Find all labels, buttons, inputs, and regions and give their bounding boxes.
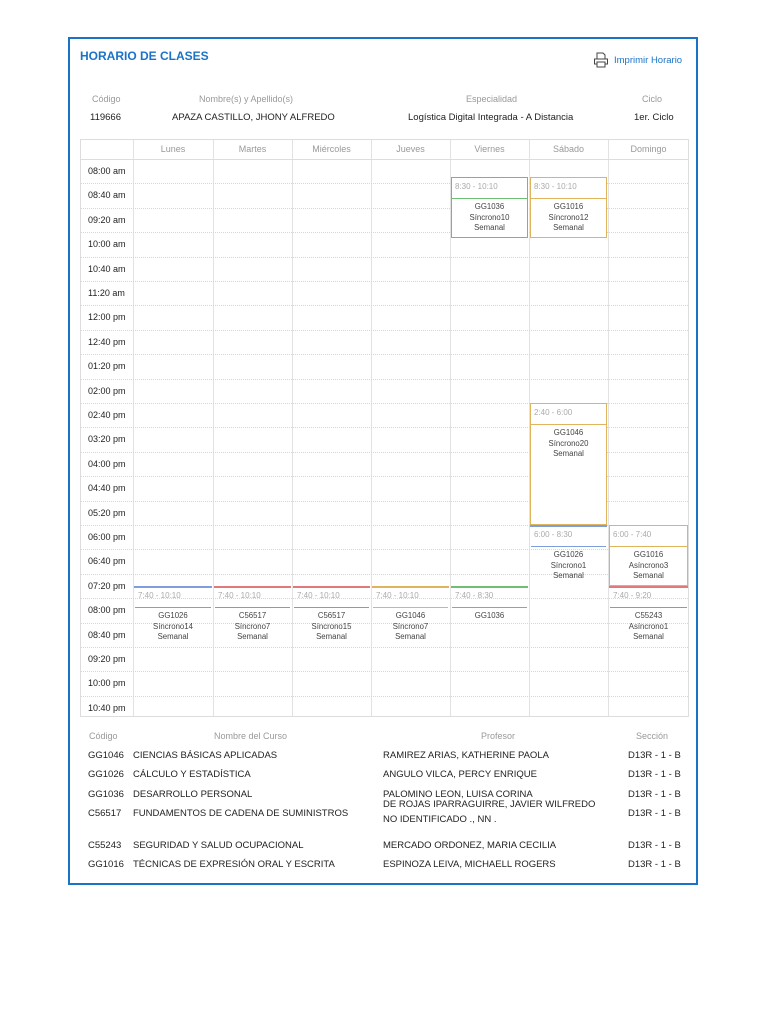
- course-name: SEGURIDAD Y SALUD OCUPACIONAL: [133, 840, 304, 851]
- course-professor: MERCADO ORDONEZ, MARIA CECILIA: [383, 840, 557, 851]
- time-label: 01:20 pm: [88, 361, 126, 372]
- course-name: CÁLCULO Y ESTADÍSTICA: [133, 769, 251, 780]
- class-block[interactable]: [372, 586, 449, 641]
- course-name: TÉCNICAS DE EXPRESIÓN ORAL Y ESCRITA: [133, 859, 335, 870]
- class-block-details: [531, 428, 606, 460]
- class-block-divider: [294, 607, 369, 608]
- class-block-details: [215, 611, 290, 643]
- class-block-details: [610, 550, 687, 582]
- printer-icon: [593, 52, 609, 68]
- class-block-code: C55243: [634, 611, 663, 620]
- class-block-freq: Semanal: [157, 632, 189, 641]
- course-section: D13R - 1 - B: [628, 769, 681, 780]
- time-label: 03:20 pm: [88, 434, 126, 445]
- class-block-freq: Semanal: [316, 632, 347, 641]
- class-block-details: [452, 611, 527, 622]
- class-block-details: [373, 611, 448, 643]
- course-section: D13R - 1 - B: [628, 789, 681, 800]
- class-block-code: GG1036: [474, 611, 505, 620]
- name-label: Nombre(s) y Apellido(s): [199, 94, 294, 104]
- cycle-label: Ciclo: [642, 94, 663, 104]
- day-header-3: Jueves: [396, 144, 425, 154]
- class-block-code: GG1046: [553, 428, 584, 437]
- class-block-details: [135, 611, 211, 643]
- time-label: 02:00 pm: [88, 385, 126, 396]
- class-block-code: GG1026: [553, 550, 584, 559]
- class-block-mode: Síncrono10: [469, 212, 510, 222]
- class-block-freq: Semanal: [395, 632, 426, 641]
- time-label: 05:20 pm: [88, 507, 126, 518]
- class-block-freq: Semanal: [474, 223, 505, 233]
- class-block-time: 6:00 - 7:40: [613, 530, 652, 539]
- class-block-code: GG1036: [474, 202, 505, 212]
- class-block-code: C56517: [238, 611, 267, 620]
- class-block-time: 7:40 - 10:10: [218, 591, 261, 600]
- class-block-mode: Síncrono14: [153, 621, 193, 631]
- time-label: 04:00 pm: [88, 458, 126, 469]
- class-block-divider: [610, 607, 687, 608]
- class-block-time: 2:40 - 6:00: [534, 408, 573, 417]
- class-block[interactable]: [609, 525, 688, 586]
- course-professor: DE ROJAS IPARRAGUIRRE, JAVIER WILFREDO: [383, 799, 596, 810]
- grid-row-divider: [81, 305, 688, 306]
- class-block-freq: Semanal: [553, 223, 584, 233]
- time-label: 09:20 pm: [88, 654, 126, 664]
- class-block-mode: Asíncrono3: [628, 560, 669, 570]
- class-block[interactable]: [530, 525, 607, 580]
- class-block-time: 8:30 - 10:10: [455, 182, 498, 192]
- class-block-time: 7:40 - 10:10: [297, 591, 340, 600]
- course-code-header: Código: [89, 731, 118, 741]
- class-block-freq: Semanal: [553, 571, 584, 580]
- class-block-freq: Semanal: [553, 449, 584, 458]
- code-label: Código: [92, 94, 121, 104]
- class-block-code: GG1026: [158, 611, 188, 620]
- class-block-divider: [215, 607, 290, 608]
- time-label: 06:40 pm: [88, 556, 126, 567]
- time-label: 08:00 am: [88, 166, 126, 176]
- course-professor: PALOMINO LEON, LUISA CORINA: [383, 789, 533, 800]
- class-block-details: [294, 611, 369, 643]
- day-header-2: Miércoles: [312, 144, 351, 154]
- class-block-divider: [452, 607, 527, 608]
- time-label: 10:00 am: [88, 239, 126, 250]
- section-header: Sección: [636, 731, 669, 741]
- course-section: D13R - 1 - B: [628, 859, 681, 870]
- class-block-mode: Síncrono7: [234, 621, 271, 631]
- course-code: GG1026: [88, 769, 124, 780]
- grid-row-divider: [81, 281, 688, 282]
- time-label: 08:00 pm: [88, 605, 126, 616]
- class-block[interactable]: [293, 586, 370, 641]
- course-professor-2: NO IDENTIFICADO ., NN .: [383, 814, 497, 825]
- course-professor: RAMIREZ ARIAS, KATHERINE PAOLA: [383, 750, 549, 761]
- course-code: C55243: [88, 840, 122, 851]
- class-block-time: 7:40 - 10:10: [376, 591, 419, 600]
- class-block[interactable]: [530, 403, 607, 525]
- class-block-code: GG1046: [395, 611, 426, 620]
- day-header-5: Sábado: [552, 144, 585, 154]
- class-block-freq: Semanal: [633, 632, 664, 641]
- time-label: 12:00 pm: [88, 312, 126, 323]
- time-label: 02:40 pm: [88, 410, 126, 420]
- class-block-divider: [531, 198, 606, 199]
- student-cycle: 1er. Ciclo: [634, 112, 674, 123]
- class-block-divider: [452, 198, 527, 199]
- course-name-header: Nombre del Curso: [214, 731, 288, 741]
- course-professor: ESPINOZA LEIVA, MICHAELL ROGERS: [383, 859, 556, 870]
- time-label: 08:40 am: [88, 190, 126, 201]
- grid-row-divider: [81, 647, 688, 648]
- class-block-details: [531, 202, 606, 234]
- class-block-time: 7:40 - 8:30: [455, 591, 494, 600]
- course-name: DESARROLLO PERSONAL: [133, 789, 253, 800]
- time-label: 09:20 am: [88, 214, 126, 225]
- class-block-time: 8:30 - 10:10: [534, 182, 577, 192]
- time-label: 10:00 pm: [88, 678, 126, 689]
- class-block[interactable]: [134, 586, 212, 641]
- class-block-time: 7:40 - 10:10: [138, 591, 181, 600]
- class-block-mode: Síncrono7: [392, 621, 429, 631]
- course-code: GG1016: [88, 859, 124, 870]
- class-block-mode: Asíncrono1: [628, 621, 669, 631]
- class-block[interactable]: [530, 177, 607, 238]
- class-block[interactable]: [451, 177, 528, 238]
- student-specialty: Logística Digital Integrada - A Distancia: [408, 112, 574, 123]
- grid-row-divider: [81, 671, 688, 672]
- class-block-details: [610, 611, 687, 643]
- course-code: GG1046: [88, 750, 124, 761]
- class-block-divider: [531, 424, 606, 425]
- course-code: GG1036: [88, 789, 124, 800]
- class-block-code: GG1016: [633, 550, 664, 559]
- grid-row-divider: [81, 354, 688, 355]
- course-section: D13R - 1 - B: [628, 840, 681, 851]
- day-header-0: Lunes: [160, 144, 186, 154]
- schedule-grid: [80, 139, 689, 717]
- class-block[interactable]: [214, 586, 291, 641]
- student-code: 119666: [90, 112, 121, 123]
- grid-row-divider: [81, 330, 688, 331]
- class-block-freq: Semanal: [633, 571, 664, 580]
- class-block-divider: [373, 607, 448, 608]
- course-section: D13R - 1 - B: [628, 808, 681, 819]
- class-block-time: 6:00 - 8:30: [534, 530, 573, 539]
- class-block-mode: Síncrono20: [548, 438, 589, 448]
- day-header-6: Domingo: [630, 144, 667, 154]
- page-title: HORARIO DE CLASES: [80, 49, 209, 63]
- grid-row-divider: [81, 379, 688, 380]
- time-label: 06:00 pm: [88, 532, 126, 542]
- class-block-code: GG1016: [553, 202, 584, 212]
- professor-header: Profesor: [481, 731, 516, 741]
- time-label: 11:20 am: [88, 288, 125, 298]
- time-label: 04:40 pm: [88, 483, 126, 494]
- class-block-divider: [610, 546, 687, 547]
- time-label: 10:40 am: [88, 263, 126, 274]
- class-block[interactable]: [451, 586, 528, 620]
- class-block[interactable]: [609, 586, 688, 641]
- course-section: D13R - 1 - B: [628, 750, 681, 761]
- class-block-mode: Síncrono1: [550, 560, 587, 570]
- class-block-mode: Síncrono15: [311, 621, 352, 631]
- course-code: C56517: [88, 808, 122, 819]
- class-block-divider: [135, 607, 211, 608]
- class-block-mode: Síncrono12: [548, 212, 589, 222]
- class-block-code: C56517: [317, 611, 346, 620]
- grid-row-divider: [81, 257, 688, 258]
- course-professor: ANGULO VILCA, PERCY ENRIQUE: [383, 769, 537, 780]
- time-label: 07:20 pm: [88, 580, 126, 591]
- course-name: CIENCIAS BÁSICAS APLICADAS: [133, 750, 278, 761]
- grid-row-divider: [81, 696, 688, 697]
- day-header-4: Viernes: [474, 144, 505, 154]
- specialty-label: Especialidad: [466, 94, 518, 104]
- time-label: 10:40 pm: [88, 702, 126, 713]
- print-schedule-label: Imprimir Horario: [614, 54, 683, 66]
- time-label: 12:40 pm: [88, 336, 126, 347]
- class-block-details: [531, 550, 606, 582]
- course-name: FUNDAMENTOS DE CADENA DE SUMINISTROS: [133, 808, 349, 819]
- class-block-time: 7:40 - 9:20: [613, 591, 652, 600]
- class-block-freq: Semanal: [237, 632, 268, 641]
- print-schedule-button[interactable]: [593, 52, 682, 68]
- grid-header-divider: [81, 159, 688, 160]
- day-header-1: Martes: [238, 144, 267, 154]
- student-name: APAZA CASTILLO, JHONY ALFREDO: [172, 112, 335, 123]
- time-label: 08:40 pm: [88, 629, 126, 640]
- class-block-details: [452, 202, 527, 234]
- class-block-divider: [531, 546, 606, 547]
